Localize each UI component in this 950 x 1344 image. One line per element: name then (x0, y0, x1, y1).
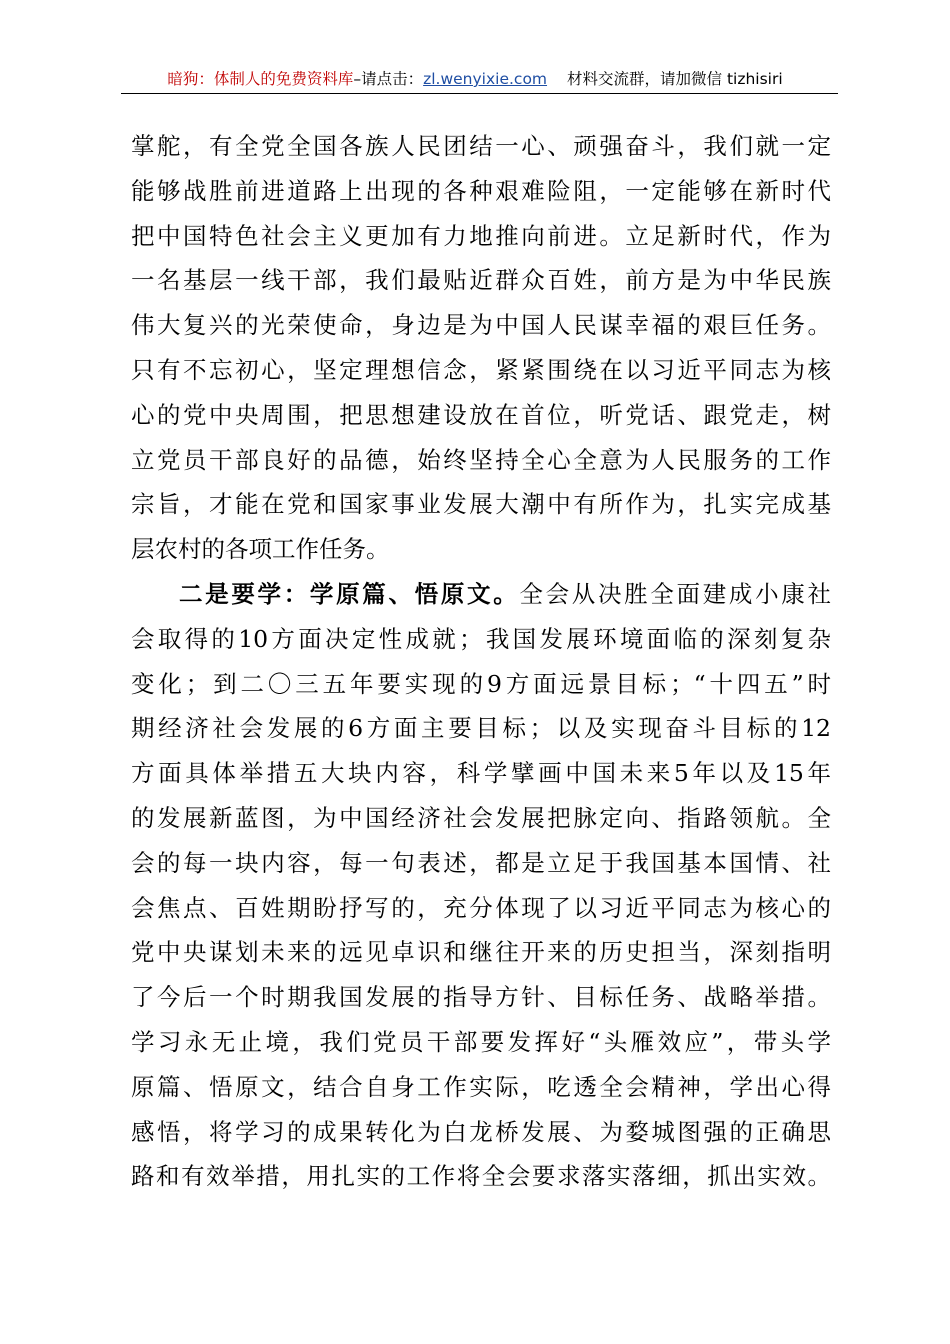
text-line: 层农村的各项工作任务。 (131, 535, 390, 564)
header-divider (121, 93, 838, 94)
paragraph-2-heading: 二是要学：学原篇、悟原文。 (179, 579, 520, 608)
header-group-text: 材料交流群，请加微信 tizhisiri (567, 70, 783, 88)
text-line: 党中央谋划未来的远见卓识和继往开来的历史担当，深刻指明 (131, 938, 831, 967)
text-line: 伟大复兴的光荣使命，身边是为中国人民谋幸福的艰巨任务。 (131, 311, 831, 340)
document-body (131, 124, 831, 1199)
text-line: 学习永无止境，我们党员干部要发挥好“头雁效应”，带头学 (131, 1027, 831, 1056)
text-line: 方面具体举措五大块内容，科学擘画中国未来5年以及15年 (131, 759, 831, 788)
paragraph-2-first-line (131, 572, 831, 617)
text-line: 原篇、悟原文，结合自身工作实际，吃透全会精神，学出心得 (131, 1072, 831, 1101)
paragraph-2 (131, 572, 831, 1199)
page-header (0, 64, 950, 94)
text-line: 一名基层一线干部，我们最贴近群众百姓，前方是为中华民族 (131, 266, 831, 295)
text-line: 路和有效举措，用扎实的工作将全会要求落实落细，抓出实效。 (131, 1162, 831, 1191)
text-line: 感悟，将学习的成果转化为白龙桥发展、为婺城图强的正确思 (131, 1117, 831, 1146)
text-line: 只有不忘初心，坚定理想信念，紧紧围绕在以习近平同志为核 (131, 355, 831, 384)
text-line: 了今后一个时期我国发展的指导方针、目标任务、战略举措。 (131, 983, 831, 1012)
text-line: 会的每一块内容，每一句表述，都是立足于我国基本国情、社 (131, 848, 831, 877)
header-prompt: –请点击： (353, 70, 424, 88)
text-line: 掌舵，有全党全国各族人民团结一心、顽强奋斗，我们就一定 (131, 132, 831, 160)
text-line: 会焦点、百姓期盼抒写的，充分体现了以习近平同志为核心的 (131, 893, 831, 922)
paragraph-1 (131, 124, 831, 572)
text-line: 心的党中央周围，把思想建设放在首位，听党话、跟党走，树 (131, 400, 831, 429)
text-line: 的发展新蓝图，为中国经济社会发展把脉定向、指路领航。全 (131, 803, 831, 832)
paragraph-2-first-rest: 全会从决胜全面建成小康社 (519, 579, 831, 608)
text-line: 能够战胜前进道路上出现的各种艰难险阻，一定能够在新时代 (131, 176, 831, 205)
text-line: 立党员干部良好的品德，始终坚持全心全意为人民服务的工作 (131, 445, 831, 474)
text-line: 会取得的10方面决定性成就；我国发展环境面临的深刻复杂 (131, 624, 831, 653)
header-url-link[interactable]: zl.wenyixie.com (423, 70, 548, 88)
text-line: 把中国特色社会主义更加有力地推向前进。立足新时代，作为 (131, 221, 831, 250)
text-line: 变化；到二〇三五年要实现的9方面远景目标；“十四五”时 (131, 669, 831, 698)
header-brand: 暗狗：体制人的免费资料库 (167, 70, 354, 88)
text-line: 期经济社会发展的6方面主要目标；以及实现奋斗目标的12 (131, 714, 831, 743)
text-line: 宗旨，才能在党和国家事业发展大潮中有所作为，扎实完成基 (131, 490, 831, 519)
